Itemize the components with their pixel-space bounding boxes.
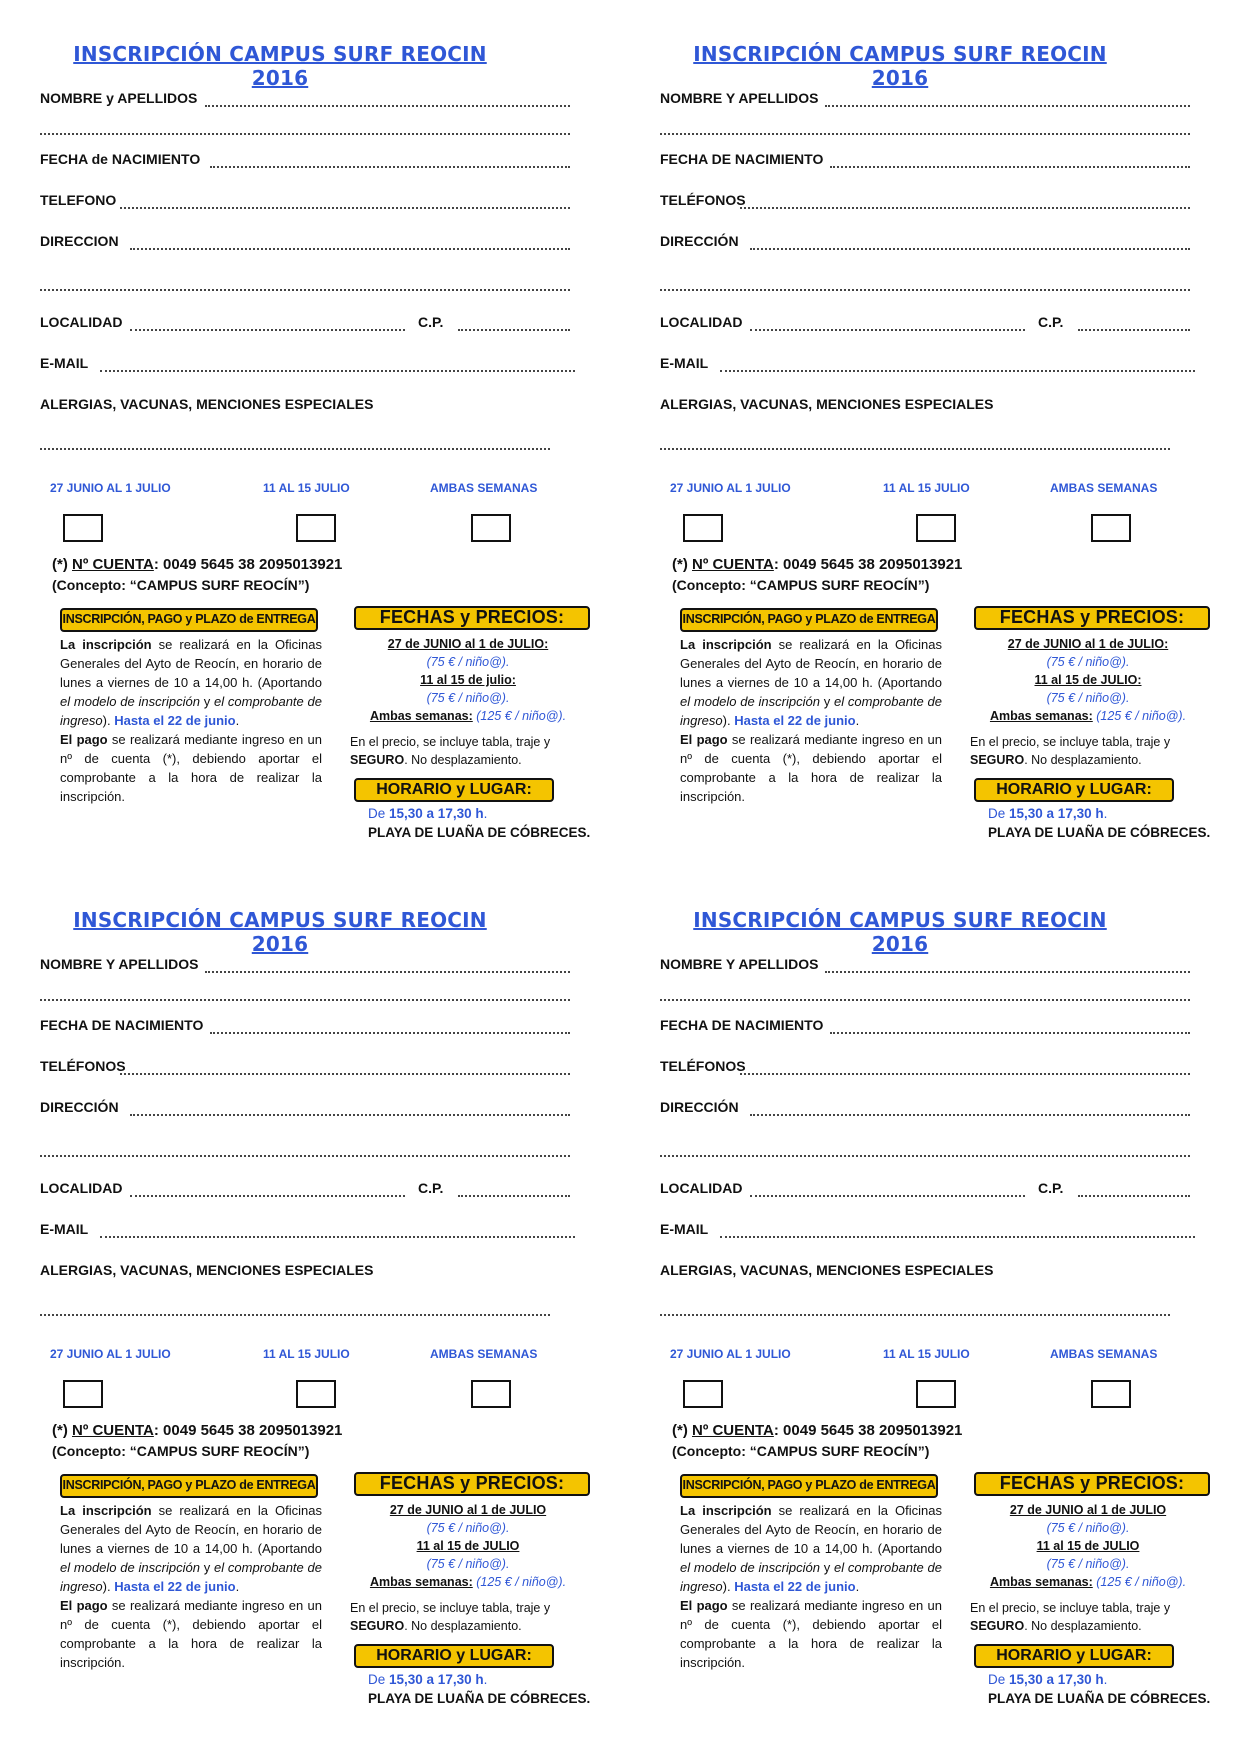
week-2-checkbox[interactable]	[916, 514, 956, 542]
week-1-checkbox[interactable]	[63, 1380, 103, 1408]
alergias-input-line[interactable]	[660, 1314, 1170, 1316]
week-2-checkbox[interactable]	[916, 1380, 956, 1408]
telefono-input-line[interactable]	[120, 1073, 570, 1075]
price-2: (75 € / niño@).	[426, 1557, 510, 1571]
bank-account: (*) Nº CUENTA: 0049 5645 38 2095013921	[672, 556, 963, 573]
email-label: E-MAIL	[660, 1221, 709, 1237]
payment-concept: (Concepto: “CAMPUS SURF REOCÍN”)	[52, 1443, 310, 1459]
price-1: (75 € / niño@).	[426, 655, 510, 669]
alergias-label: ALERGIAS, VACUNAS, MENCIONES ESPECIALES	[660, 396, 994, 412]
cp-input-line[interactable]	[1078, 329, 1190, 331]
schedule-place: De 15,30 a 17,30 h. PLAYA DE LUAÑA DE CÓBRECES.	[988, 1672, 1211, 1706]
prices-block	[970, 1501, 1206, 1591]
week-2-label: 11 AL 15 JULIO	[263, 481, 350, 495]
direccion-input-line-2[interactable]	[660, 1155, 1190, 1157]
direccion-input-line[interactable]	[130, 1114, 570, 1116]
fecha-nacimiento-input-line[interactable]	[210, 166, 570, 168]
localidad-input-line[interactable]	[130, 1195, 405, 1197]
fecha-nacimiento-label: FECHA DE NACIMIENTO	[660, 151, 824, 167]
telefono-label: TELÉFONOS	[40, 1058, 126, 1074]
alergias-label: ALERGIAS, VACUNAS, MENCIONES ESPECIALES	[660, 1262, 994, 1278]
payment-concept: (Concepto: “CAMPUS SURF REOCÍN”)	[52, 577, 310, 593]
price-1: (75 € / niño@).	[426, 1521, 510, 1535]
schedule-place: De 15,30 a 17,30 h. PLAYA DE LUAÑA DE CÓBRECES.	[368, 1672, 591, 1706]
payment-concept: (Concepto: “CAMPUS SURF REOCÍN”)	[672, 577, 930, 593]
banner-fechas-precios: FECHAS y PRECIOS:	[354, 1472, 590, 1496]
email-label: E-MAIL	[40, 1221, 89, 1237]
alergias-input-line[interactable]	[40, 1314, 550, 1316]
banner-horario-lugar: HORARIO y LUGAR:	[974, 778, 1174, 802]
form-title: INSCRIPCIÓN CAMPUS SURF REOCIN 2016	[693, 42, 1107, 90]
localidad-input-line[interactable]	[750, 1195, 1025, 1197]
date-1: 27 de JUNIO al 1 de JULIO	[1009, 1503, 1167, 1517]
nombre-label: NOMBRE Y APELLIDOS	[40, 956, 199, 972]
date-1: 27 de JUNIO al 1 de JULIO	[389, 1503, 547, 1517]
fecha-nacimiento-input-line[interactable]	[830, 166, 1190, 168]
cp-input-line[interactable]	[458, 329, 570, 331]
bank-account: (*) Nº CUENTA: 0049 5645 38 2095013921	[52, 1422, 343, 1439]
banner-horario-lugar: HORARIO y LUGAR:	[354, 1644, 554, 1668]
localidad-input-line[interactable]	[750, 329, 1025, 331]
direccion-label: DIRECCIÓN	[660, 1099, 739, 1115]
date-2: 11 al 15 de JULIO:	[1034, 673, 1142, 687]
direccion-input-line-2[interactable]	[40, 1155, 570, 1157]
nombre-input-line[interactable]	[825, 105, 1190, 107]
week-both-checkbox[interactable]	[1091, 514, 1131, 542]
banner-horario-lugar: HORARIO y LUGAR:	[974, 1644, 1174, 1668]
week-both-label: AMBAS SEMANAS	[430, 1347, 538, 1361]
date-2: 11 al 15 de julio:	[420, 673, 516, 687]
payment-concept: (Concepto: “CAMPUS SURF REOCÍN”)	[672, 1443, 930, 1459]
alergias-label: ALERGIAS, VACUNAS, MENCIONES ESPECIALES	[40, 396, 374, 412]
nombre-input-line[interactable]	[205, 971, 570, 973]
prices-block	[350, 635, 586, 725]
price-2: (75 € / niño@).	[426, 691, 510, 705]
cp-label: C.P.	[1038, 1180, 1064, 1196]
banner-fechas-precios: FECHAS y PRECIOS:	[354, 606, 590, 630]
week-1-checkbox[interactable]	[63, 514, 103, 542]
date-1: 27 de JUNIO al 1 de JULIO:	[1007, 637, 1169, 651]
week-1-label: 27 JUNIO AL 1 JULIO	[670, 1347, 791, 1361]
inscripcion-paragraph: La inscripción se realizará en la Oficinas Generales del Ayto de Reocín, en horario de lunes a viernes de 10 a 14,00 h. (Aportando el modelo de inscripción y el comprobante de ingreso). Hasta el 22 de junio. El pago se realizará mediante ingreso en un nº de cuenta (*), debiendo aportar el comprobante a la hora de realizar la inscripción.	[60, 1503, 323, 1670]
nombre-input-line[interactable]	[825, 971, 1190, 973]
fecha-nacimiento-input-line[interactable]	[210, 1032, 570, 1034]
price-includes: En el precio, se incluye tabla, traje y SEGURO. No desplazamiento.	[350, 1601, 551, 1633]
price-includes: En el precio, se incluye tabla, traje y SEGURO. No desplazamiento.	[350, 735, 551, 767]
registration-form-top-left	[0, 0, 600, 870]
nombre-label: NOMBRE Y APELLIDOS	[660, 90, 819, 106]
price-1: (75 € / niño@).	[1046, 655, 1130, 669]
banner-inscripcion: INSCRIPCIÓN, PAGO y PLAZO de ENTREGA	[680, 1474, 938, 1498]
registration-form-bottom-right	[620, 866, 1220, 1736]
schedule-place: De 15,30 a 17,30 h. PLAYA DE LUAÑA DE CÓBRECES.	[988, 806, 1211, 840]
week-1-checkbox[interactable]	[683, 1380, 723, 1408]
week-2-checkbox[interactable]	[296, 514, 336, 542]
inscripcion-paragraph: La inscripción se realizará en la Oficinas Generales del Ayto de Reocín, en horario de lunes a viernes de 10 a 14,00 h. (Aportando el modelo de inscripción y el comprobante de ingreso). Hasta el 22 de junio. El pago se realizará mediante ingreso en un nº de cuenta (*), debiendo aportar el comprobante a la hora de realizar la inscripción.	[680, 637, 943, 804]
fecha-nacimiento-input-line[interactable]	[830, 1032, 1190, 1034]
alergias-label: ALERGIAS, VACUNAS, MENCIONES ESPECIALES	[40, 1262, 374, 1278]
email-label: E-MAIL	[660, 355, 709, 371]
week-2-label: 11 AL 15 JULIO	[883, 1347, 970, 1361]
localidad-label: LOCALIDAD	[40, 314, 123, 330]
price-2: (75 € / niño@).	[1046, 1557, 1130, 1571]
fecha-nacimiento-label: FECHA de NACIMIENTO	[40, 151, 201, 167]
week-1-label: 27 JUNIO AL 1 JULIO	[50, 1347, 171, 1361]
nombre-input-line-2[interactable]	[40, 999, 570, 1001]
localidad-label: LOCALIDAD	[660, 314, 743, 330]
nombre-label: NOMBRE y APELLIDOS	[40, 90, 198, 106]
banner-fechas-precios: FECHAS y PRECIOS:	[974, 606, 1210, 630]
inscripcion-paragraph: La inscripción se realizará en la Oficinas Generales del Ayto de Reocín, en horario de lunes a viernes de 10 a 14,00 h. (Aportando el modelo de inscripción y el comprobante de ingreso). Hasta el 22 de junio. El pago se realizará mediante ingreso en un nº de cuenta (*), debiendo aportar el comprobante a la hora de realizar la inscripción.	[680, 1503, 943, 1670]
week-both-checkbox[interactable]	[1091, 1380, 1131, 1408]
direccion-label: DIRECCION	[40, 233, 119, 249]
telefono-input-line[interactable]	[740, 1073, 1190, 1075]
week-1-label: 27 JUNIO AL 1 JULIO	[50, 481, 171, 495]
week-2-label: 11 AL 15 JULIO	[263, 1347, 350, 1361]
email-input-line[interactable]	[100, 1236, 575, 1238]
week-both-label: AMBAS SEMANAS	[1050, 481, 1158, 495]
localidad-input-line[interactable]	[130, 329, 405, 331]
email-input-line[interactable]	[720, 370, 1195, 372]
banner-horario-lugar: HORARIO y LUGAR:	[354, 778, 554, 802]
week-both-checkbox[interactable]	[471, 1380, 511, 1408]
alergias-input-line[interactable]	[660, 448, 1170, 450]
telefono-input-line[interactable]	[740, 207, 1190, 209]
registration-form-top-right	[620, 0, 1220, 870]
telefono-label: TELÉFONOS	[660, 1058, 746, 1074]
banner-fechas-precios: FECHAS y PRECIOS:	[974, 1472, 1210, 1496]
cp-label: C.P.	[418, 1180, 444, 1196]
cp-input-line[interactable]	[458, 1195, 570, 1197]
email-input-line[interactable]	[100, 370, 575, 372]
week-1-checkbox[interactable]	[683, 514, 723, 542]
telefono-label: TELEFONO	[40, 192, 117, 208]
schedule-place: De 15,30 a 17,30 h. PLAYA DE LUAÑA DE CÓBRECES.	[368, 806, 591, 840]
date-2: 11 al 15 de JULIO	[1036, 1539, 1140, 1553]
nombre-label: NOMBRE Y APELLIDOS	[660, 956, 819, 972]
bank-account: (*) Nº CUENTA: 0049 5645 38 2095013921	[52, 556, 343, 573]
price-both: Ambas semanas: (125 € / niño@).	[369, 1575, 567, 1589]
form-title: INSCRIPCIÓN CAMPUS SURF REOCIN 2016	[693, 908, 1107, 956]
price-1: (75 € / niño@).	[1046, 1521, 1130, 1535]
banner-inscripcion: INSCRIPCIÓN, PAGO y PLAZO de ENTREGA	[680, 608, 938, 632]
banner-inscripcion: INSCRIPCIÓN, PAGO y PLAZO de ENTREGA	[60, 1474, 318, 1498]
date-1: 27 de JUNIO al 1 de JULIO:	[387, 637, 549, 651]
telefono-input-line[interactable]	[120, 207, 570, 209]
week-both-checkbox[interactable]	[471, 514, 511, 542]
week-2-checkbox[interactable]	[296, 1380, 336, 1408]
week-both-label: AMBAS SEMANAS	[430, 481, 538, 495]
direccion-input-line-2[interactable]	[660, 289, 1190, 291]
nombre-input-line-2[interactable]	[660, 999, 1190, 1001]
form-title: INSCRIPCIÓN CAMPUS SURF REOCIN 2016	[73, 908, 487, 956]
price-2: (75 € / niño@).	[1046, 691, 1130, 705]
date-2: 11 al 15 de JULIO	[416, 1539, 520, 1553]
nombre-input-line[interactable]	[205, 105, 570, 107]
nombre-input-line-2[interactable]	[660, 133, 1190, 135]
fecha-nacimiento-label: FECHA DE NACIMIENTO	[660, 1017, 824, 1033]
localidad-label: LOCALIDAD	[40, 1180, 123, 1196]
price-includes: En el precio, se incluye tabla, traje y SEGURO. No desplazamiento.	[970, 735, 1171, 767]
cp-label: C.P.	[1038, 314, 1064, 330]
telefono-label: TELÉFONOS	[660, 192, 746, 208]
prices-block	[970, 635, 1206, 725]
price-both: Ambas semanas: (125 € / niño@).	[369, 709, 567, 723]
direccion-input-line[interactable]	[130, 248, 570, 250]
direccion-input-line[interactable]	[750, 248, 1190, 250]
direccion-label: DIRECCIÓN	[660, 233, 739, 249]
form-title: INSCRIPCIÓN CAMPUS SURF REOCIN 2016	[73, 42, 487, 90]
direccion-input-line-2[interactable]	[40, 289, 570, 291]
localidad-label: LOCALIDAD	[660, 1180, 743, 1196]
price-includes: En el precio, se incluye tabla, traje y SEGURO. No desplazamiento.	[970, 1601, 1171, 1633]
nombre-input-line-2[interactable]	[40, 133, 570, 135]
banner-inscripcion: INSCRIPCIÓN, PAGO y PLAZO de ENTREGA	[60, 608, 318, 632]
cp-label: C.P.	[418, 314, 444, 330]
week-both-label: AMBAS SEMANAS	[1050, 1347, 1158, 1361]
email-input-line[interactable]	[720, 1236, 1195, 1238]
week-1-label: 27 JUNIO AL 1 JULIO	[670, 481, 791, 495]
bank-account: (*) Nº CUENTA: 0049 5645 38 2095013921	[672, 1422, 963, 1439]
registration-form-bottom-left	[0, 866, 600, 1736]
price-both: Ambas semanas: (125 € / niño@).	[989, 709, 1187, 723]
inscripcion-paragraph: La inscripción se realizará en la Oficinas Generales del Ayto de Reocín, en horario de lunes a viernes de 10 a 14,00 h. (Aportando el modelo de inscripción y el comprobante de ingreso). Hasta el 22 de junio. El pago se realizará mediante ingreso en un nº de cuenta (*), debiendo aportar el comprobante a la hora de realizar la inscripción.	[60, 637, 323, 804]
direccion-input-line[interactable]	[750, 1114, 1190, 1116]
price-both: Ambas semanas: (125 € / niño@).	[989, 1575, 1187, 1589]
email-label: E-MAIL	[40, 355, 89, 371]
fecha-nacimiento-label: FECHA DE NACIMIENTO	[40, 1017, 204, 1033]
week-2-label: 11 AL 15 JULIO	[883, 481, 970, 495]
direccion-label: DIRECCIÓN	[40, 1099, 119, 1115]
cp-input-line[interactable]	[1078, 1195, 1190, 1197]
alergias-input-line[interactable]	[40, 448, 550, 450]
prices-block	[350, 1501, 586, 1591]
